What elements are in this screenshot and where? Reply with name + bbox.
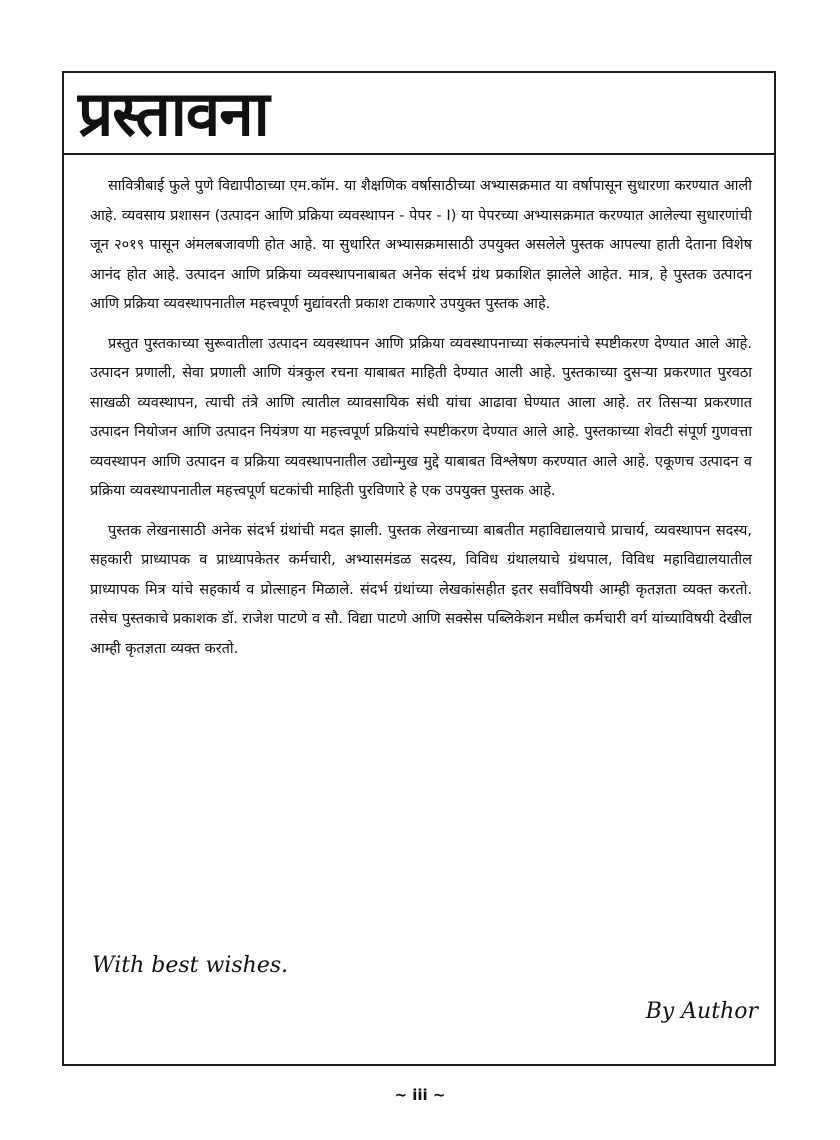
preface-body <box>90 172 752 674</box>
preface-frame <box>62 71 776 1066</box>
author-signature: By Author <box>645 999 758 1024</box>
paragraph-1: सावित्रीबाई फुले पुणे विद्यापीठाच्या एम.कॉम. या शैक्षणिक वर्षासाठीच्या अभ्यासक्रमात या वर्षापासून सुधारणा करण्यात आली आहे. व्यवसाय प्रशासन (उत्पादन आणि प्रक्रिया व्यवस्थापन - पेपर - I) या पेपरच्या अभ्यासक्रमात करण्यात आलेल्या सुधारणांची जून २०१९ पासून अंमलबजावणी होत आहे. या सुधारित अभ्यासक्रमासाठी उपयुक्त असलेले पुस्तक आपल्या हाती देताना विशेष आनंद होत आहे. उत्पादन आणि प्रक्रिया व्यवस्थापनाबाबत अनेक संदर्भ ग्रंथ प्रकाशित झालेले आहेत. मात्र, हे पुस्तक उत्पादन आणि प्रक्रिया व्यवस्थापनातील महत्त्वपूर्ण मुद्यांवरती प्रकाश टाकणारे उपयुक्त पुस्तक आहे. <box>90 178 752 312</box>
closing-wishes: With best wishes. <box>92 953 289 978</box>
title-bar <box>64 73 774 155</box>
paragraph-2: प्रस्तुत पुस्तकाच्या सुरूवातीला उत्पादन व्यवस्थापन आणि प्रक्रिया व्यवस्थापनाच्या संकल्पनांचे स्पष्टीकरण देण्यात आले आहे. उत्पादन प्रणाली, सेवा प्रणाली आणि यंत्रकुल रचना याबाबत माहिती देण्यात आली आहे. पुस्तकाच्या दुसऱ्या प्रकरणात पुरवठा साखळी व्यवस्थापन, त्याची तंत्रे आणि त्यातील व्यावसायिक संधी यांचा आढावा घेण्यात आला आहे. तर तिसऱ्या प्रकरणात उत्पादन नियोजन आणि उत्पादन नियंत्रण या महत्त्वपूर्ण प्रक्रियांचे स्पष्टीकरण देण्यात आले आहे. पुस्तकाच्या शेवटी संपूर्ण गुणवत्ता व्यवस्थापन आणि उत्पादन व प्रक्रिया व्यवस्थापनातील उद्योन्मुख मुद्दे याबाबत विश्लेषण करण्यात आले आहे. एकूणच उत्पादन व प्रक्रिया व्यवस्थापनातील महत्त्वपूर्ण घटकांची माहिती पुरविणारे हे एक उपयुक्त पुस्तक आहे. <box>90 335 752 499</box>
paragraph-3: पुस्तक लेखनासाठी अनेक संदर्भ ग्रंथांची मदत झाली. पुस्तक लेखनाच्या बाबतीत महाविद्यालयाचे प्राचार्य, व्यवस्थापन सदस्य, सहकारी प्राध्यापक व प्राध्यापकेतर कर्मचारी, अभ्यासमंडळ सदस्य, विविध ग्रंथालयाचे ग्रंथपाल, विविध महाविद्यालयातील प्राध्यापक मित्र यांचे सहकार्य व प्रोत्साहन मिळाले. संदर्भ ग्रंथांच्या लेखकांसहीत इतर सर्वांविषयी आम्ही कृतज्ञता व्यक्त करतो. तसेच पुस्तकाचे प्रकाशक डॉ. राजेश पाटणे व सौ. विद्या पाटणे आणि सक्सेस पब्लिकेशन मधील कर्मचारी वर्ग यांच्याविषयी देखील आम्ही कृतज्ञता व्यक्त करतो. <box>90 522 752 657</box>
page-number: ~ iii ~ <box>394 1086 446 1104</box>
page-title: प्रस्तावना <box>78 77 269 150</box>
